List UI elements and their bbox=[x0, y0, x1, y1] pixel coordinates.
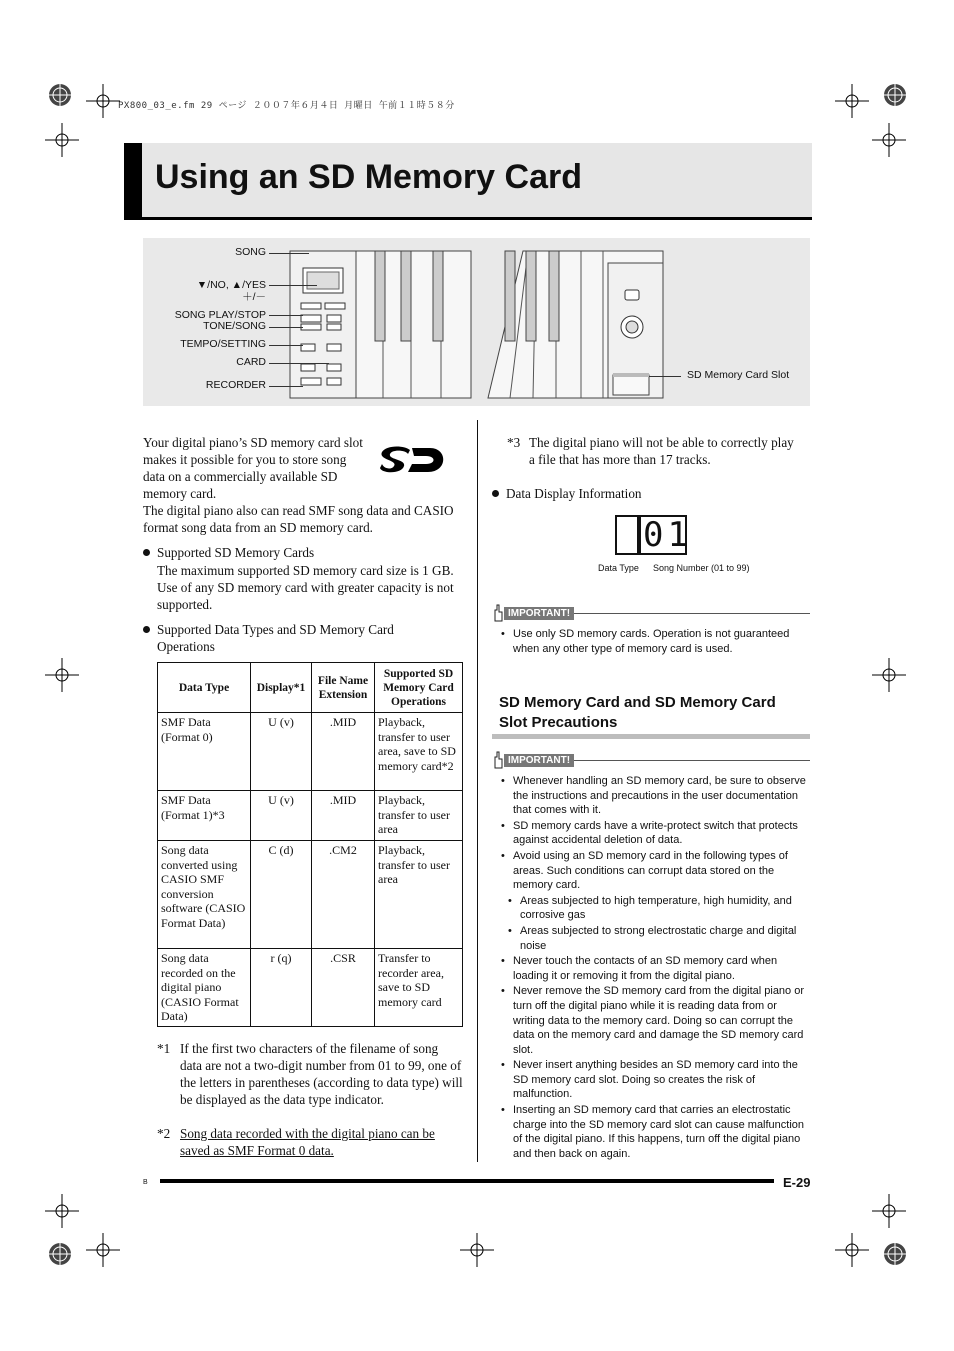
table-cell: .CM2 bbox=[312, 841, 375, 949]
data-types-table bbox=[157, 662, 463, 1027]
supported-cards-heading bbox=[143, 544, 463, 561]
callout-line bbox=[269, 386, 303, 387]
intro-paragraph-1: Your digital piano’s SD memory card slot makes it possible for you to store song data on a commercially available SD memory card. bbox=[143, 435, 363, 501]
crosshair-mark bbox=[45, 123, 79, 157]
callout-line bbox=[269, 315, 303, 316]
list-item: • Whenever handling an SD memory card, be sure to observe the instructions and precautions in the user documentation that comes with it. bbox=[499, 774, 810, 818]
list-subitem: • Areas subjected to strong electrostatic charge and digital noise bbox=[499, 924, 810, 953]
callout-line bbox=[269, 285, 317, 286]
footnote-mark: *2 bbox=[157, 1126, 171, 1141]
table-cell: U (v) bbox=[251, 713, 312, 791]
bullet-icon bbox=[143, 626, 150, 633]
lcd-display bbox=[615, 515, 692, 555]
registration-mark bbox=[878, 78, 912, 112]
footer-rule bbox=[160, 1179, 774, 1183]
hand-pointer-icon bbox=[492, 604, 504, 622]
title-accent-bar bbox=[124, 143, 142, 220]
table-header: File Name Extension bbox=[312, 663, 375, 713]
table-cell: SMF Data (Format 0) bbox=[158, 713, 251, 791]
list-item: • Inserting an SD memory card that carries an electrostatic charge into the SD memory card slot can cause malfunction of the digital piano. If this happens, turn off the digital piano and then back on again. bbox=[499, 1103, 810, 1161]
table-header: Supported SD Memory Card Operations bbox=[375, 663, 463, 713]
callout-line bbox=[269, 253, 309, 254]
list-item: • Never remove the SD memory card from the digital piano or turn off the digital piano while it is reading data from or writing data to the memory card. Doing so can corrupt the data on the memory card and damage the SD memory card slot. bbox=[499, 984, 810, 1057]
callout-line bbox=[269, 345, 303, 346]
list-item: • Never touch the contacts of an SD memory card when loading it or removing it from the digital piano. bbox=[499, 954, 810, 983]
data-types-heading-text: Supported Data Types and SD Memory Card Operations bbox=[157, 622, 394, 654]
crosshair-mark bbox=[872, 658, 906, 692]
fig-label-song-play-stop: SONG PLAY/STOP bbox=[174, 309, 266, 321]
divider-line bbox=[574, 613, 810, 614]
crosshair-mark bbox=[460, 1233, 494, 1267]
footnote-3: The digital piano will not be able to correctly play a file that has more than 17 tracks. bbox=[529, 435, 794, 467]
table-cell: Playback, transfer to user area, save to SD memory card*2 bbox=[375, 713, 463, 791]
table-header bbox=[251, 663, 312, 713]
column-divider bbox=[477, 420, 478, 1162]
display-header-text: Display*1 bbox=[256, 681, 306, 694]
list-item: • SD memory cards have a write-protect switch that protects against accidental deletion of data. bbox=[499, 819, 810, 848]
fig-label-sd-slot: SD Memory Card Slot bbox=[687, 369, 790, 381]
table-cell: .MID bbox=[312, 791, 375, 841]
list-item: • Never insert anything besides an SD memory card into the SD memory card slot. Doing so creates the risk of malfunction. bbox=[499, 1058, 810, 1102]
bullet-icon bbox=[492, 490, 499, 497]
callout-line bbox=[649, 376, 681, 377]
page-title: Using an SD Memory Card bbox=[155, 158, 582, 196]
footnote-1: If the first two characters of the filename of song data are not a two-digit number from 01 to 99, one of the letters in parentheses (according to data type) will be displayed as the data type indicator. bbox=[180, 1041, 463, 1107]
footnote-mark: *3 bbox=[507, 435, 521, 450]
fig-label-card: CARD bbox=[236, 356, 266, 368]
table-row bbox=[158, 949, 463, 1027]
crosshair-mark bbox=[835, 84, 869, 118]
supported-cards-text: The maximum supported SD memory card size is 1 GB. Use of any SD memory card with greater capacity is not supported. bbox=[157, 563, 454, 612]
list-subitem: • Areas subjected to high temperature, high humidity, and corrosive gas bbox=[499, 894, 810, 923]
lcd-digits: 01 bbox=[643, 515, 692, 555]
table-cell: r (q) bbox=[251, 949, 312, 1027]
label-song-number: Song Number (01 to 99) bbox=[653, 563, 750, 573]
table-row bbox=[158, 713, 463, 791]
list-item: • Use only SD memory cards. Operation is not guaranteed when any other type of memory card is used. bbox=[499, 627, 810, 656]
table-cell: .CSR bbox=[312, 949, 375, 1027]
fig-label-recorder: RECORDER bbox=[205, 379, 266, 391]
intro-paragraph-2: The digital piano also can read SMF song data and CASIO format song data from an SD memory card. bbox=[143, 503, 454, 535]
table-header-row bbox=[158, 663, 463, 713]
crosshair-mark bbox=[86, 84, 120, 118]
crosshair-mark bbox=[872, 123, 906, 157]
table-row bbox=[158, 791, 463, 841]
table-cell: Song data converted using CASIO SMF conversion software (CASIO Format Data) bbox=[158, 841, 251, 949]
table-cell: Transfer to recorder area, save to SD memory card bbox=[375, 949, 463, 1027]
table-cell: C (d) bbox=[251, 841, 312, 949]
hand-pointer-icon bbox=[492, 751, 504, 769]
table-cell: U (v) bbox=[251, 791, 312, 841]
registration-mark bbox=[878, 1237, 912, 1271]
table-cell: SMF Data (Format 1)*3 bbox=[158, 791, 251, 841]
sd-logo bbox=[376, 444, 454, 483]
fig-label-tempo-setting: TEMPO/SETTING bbox=[180, 338, 266, 350]
important-label: IMPORTANT! bbox=[504, 754, 574, 767]
supported-cards-heading-text: Supported SD Memory Cards bbox=[157, 545, 315, 560]
display-info-heading bbox=[492, 485, 792, 502]
bullet-icon bbox=[143, 549, 150, 556]
callout-line bbox=[269, 327, 303, 328]
precautions-list bbox=[499, 774, 810, 1161]
list-item: • Avoid using an SD memory card in the following types of areas. Such conditions can corrupt data stored on the memory card. bbox=[499, 849, 810, 893]
divider-line bbox=[574, 760, 810, 761]
piano-panel-figure bbox=[143, 238, 810, 406]
crosshair-mark bbox=[86, 1233, 120, 1267]
callout-line bbox=[269, 363, 329, 364]
important-label: IMPORTANT! bbox=[504, 607, 574, 620]
section-rule bbox=[492, 734, 810, 739]
registration-mark bbox=[43, 1237, 77, 1271]
section-heading: SD Memory Card and SD Memory Card Slot Precautions bbox=[499, 694, 776, 731]
fig-label-song: SONG bbox=[235, 246, 266, 258]
page-number: E-29 bbox=[783, 1175, 811, 1190]
fig-label-no-yes: ▼/NO, ▲/YES ＋/－ bbox=[196, 279, 266, 303]
table-cell: Playback, transfer to user area bbox=[375, 841, 463, 949]
important-tag bbox=[492, 604, 810, 622]
file-meta: PX800_03_e.fm 29 ページ ２００７年６月４日 月曜日 午前１１時５８分 bbox=[118, 101, 455, 111]
display-info-heading-text: Data Display Information bbox=[506, 486, 642, 501]
table-header: Data Type bbox=[158, 663, 251, 713]
footnote-2: Song data recorded with the digital piano can be saved as SMF Format 0 data. bbox=[180, 1126, 435, 1158]
important-list-1 bbox=[499, 627, 810, 656]
crosshair-mark bbox=[872, 1194, 906, 1228]
fig-label-tone-song: TONE/SONG bbox=[203, 320, 266, 332]
table-row bbox=[158, 841, 463, 949]
label-data-type: Data Type bbox=[598, 563, 639, 573]
table-cell: .MID bbox=[312, 713, 375, 791]
table-cell: Playback, transfer to user area bbox=[375, 791, 463, 841]
crosshair-mark bbox=[45, 1194, 79, 1228]
footer-mark: B bbox=[143, 1179, 148, 1186]
crosshair-mark bbox=[835, 1233, 869, 1267]
table-cell: Song data recorded on the digital piano (CASIO Format Data) bbox=[158, 949, 251, 1027]
crosshair-mark bbox=[45, 658, 79, 692]
important-tag bbox=[492, 751, 810, 769]
registration-mark bbox=[43, 78, 77, 112]
footnote-mark: *1 bbox=[157, 1041, 171, 1056]
data-types-heading bbox=[143, 621, 463, 655]
